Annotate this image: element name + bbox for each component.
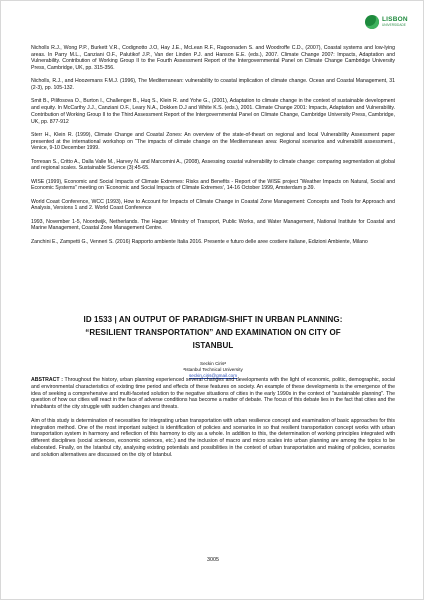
paper-title-line-1: ID 1533 | AN OUTPUT OF PARADIGM-SHIFT IN URBAN PLANNING: <box>83 315 343 324</box>
author-email-link[interactable]: seckin.ciris@gmail.com <box>188 373 238 379</box>
logo-sub-text: UNIVERSIDADE <box>382 22 406 27</box>
reference-item: 1993, November 1-5, Noordwijk, Netherlands. The Hague: Ministry of Transport, Public Works, and Water Management, National Institute for Coastal and Marine Management, Coastal Zone Management Centre. <box>31 218 395 232</box>
reference-item: Zanchini E., Zampetti G., Venneri S. (2016) Rapporto ambiente Italia 2016. Presente e futuro delle aree costiere italiane, Edizioni Ambiente, Milano <box>31 238 368 245</box>
abstract-text: Throughout the history, urban planning experienced several changes and developments with the light of economic, politic, demographic, social and environmental characteristics of existing time period and effects of these features on society. An example of these developments is the emergence of the idea of seeking a comprehensive and multi-faceted solution to the negative situations of cities in the early 1990s in the context of "sustainable planning". The question of how our cities will react in the face of adverse conditions has become a matter of debate. The focus of this debate lies in the fact that cities and the inhabitants of the city struggle with sudden changes and threats. <box>31 377 396 410</box>
reference-item: Nicholls R.J., Wong P.P., Burkett V.R., Codignotto J.O, Hay J.E., McLean R.F., Ragoonaden S. and Woodroffe C.D., (2007), Coastal systems and low-lying areas. In Parry M.L., Canziani O.F., Palutikof J.P., Van der Linden P.J. and Hanson E.E. (eds.), 2007. Climate Change 2007: Impacts, Adaptation and Vulnerability. Contribution of Working Group II to the Fourth Assessment Report of the Intergovernmental Panel on Climate Change Cambridge University Press, Cambridge, UK, pp. 315-356. <box>31 45 395 72</box>
abstract-section <box>31 377 395 465</box>
author-affiliation: ᵃIstanbul Technical University <box>183 367 243 373</box>
conference-logo <box>365 11 409 33</box>
paper-title-line-3: ISTANBUL <box>192 341 234 350</box>
globe-icon <box>365 15 379 29</box>
reference-item: WISE (1999), Economic and Social Impacts of Climate Extremes: Risks and Benefits - Report of the WISE project “Weather Impacts on Natural, Social and Economic Systems” meeting on ‘Economic and Social Impacts of Climate Extremes’, 14-16 October 1999, Amsterdam p.39. <box>31 178 395 192</box>
paper-header <box>31 313 395 380</box>
logo-main-text: LISBON <box>382 16 408 24</box>
author-name: Seckin Cirisᵃ <box>200 361 226 366</box>
body-paragraph: Aim of this study is determination of necessities for integrating urban transportation with urban resilience concept and examination of basic approaches for this integration method. One of the most important subject is identification of policies and scenarios in so that resilient transportation concept works with urban transportation system in harmony and reflection of this harmony to city as a whole. In addition to this, the determination of working principles integrated with different disciplines (social sciences, economic sciences, etc.) and the inclusion of macro and micro scales into urban planning are among the topics to be elaborated. Finally, on the Istanbul city, analysing existing potentials and possibilities in the context of urban transportation and making of policies, scenarios and solution alternatives are discussed on the city of Istanbul. <box>31 417 395 458</box>
page-number: 3005 <box>207 557 219 563</box>
paper-title-line-2: “RESILIENT TRANSPORTATION” AND EXAMINATION ON CITY OF <box>85 328 341 337</box>
reference-item: Nicholls, R.J., and Hoozemans F.M.J. (1996), The Mediterranean: vulnerability to coastal implication of climate change. Ocean and Coastal Management, 31 (2-3), pp. 105-132. <box>31 78 395 92</box>
logo-text <box>382 17 408 27</box>
reference-item: World Coast Conference, WCC (1993), How to Account for Impacts of Climate Change in Coastal Zone Management: Concepts and Tools for Approach and Analysis, Versions 1 and 2. World Coast Conference <box>31 198 395 212</box>
abstract-paragraph <box>31 377 395 411</box>
reference-item: Sterr H., Klein R. (1999), Climate Change and Coastal Zones: An overview of the state-of-theart on regional and local Vulnerability Assessment paper presented at the international workshop on “The impacts of climate change on the Mediterranean area: Regional scenarios and vulnerabilit assessment., Venice, 9-10 December 1999. <box>31 131 395 152</box>
reference-item: Smit B., Pilifosova O., Burton I., Challenger B., Huq S., Klein R. and Yohe G., (2001), Adaptation to climate change in the context of sustainable development and equity. In McCarthy J.J., Canziani O.F., Leary N.A., Dokken D.J and White K.S. (eds.), 2001. Climate Change 2001: Impacts, Adaptation and Vulnerability. Contribution of Working Group II to the Third Assessment Report of the Intergovernmental Panel on Climate Change, Cambridge University Press, Cambridge, UK, pp. 877-912 <box>31 98 395 125</box>
abstract-label: ABSTRACT : <box>31 377 63 383</box>
reference-item: Torresan S., Critto A., Dalla Valle M., Harvey N. and Marcomini A., (2008), Assessing coastal vulnerability to climate change: comparing segmentation at global and regional scales. Sustainable Science (3):45-65. <box>31 158 395 172</box>
reference-list <box>31 45 395 252</box>
